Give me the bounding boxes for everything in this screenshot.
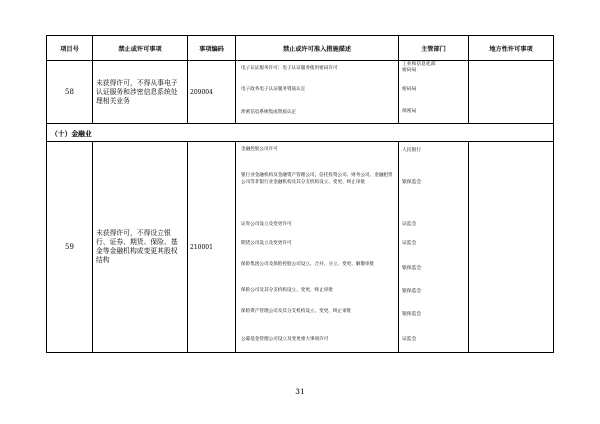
- row-code: 210001: [188, 142, 236, 353]
- row-number: 59: [47, 142, 93, 353]
- measure-text: 保险资产管理公司及其分支机构设立、变更、终止审批: [241, 309, 352, 314]
- table-row: [47, 142, 554, 353]
- header-measures: 禁止或许可准入措施描述: [236, 36, 399, 61]
- measure-text: 公募基金管理公司设立及变更重大事项许可: [241, 337, 329, 342]
- dept-text: 保密局: [402, 109, 417, 114]
- dept-text: 证监会: [402, 337, 417, 342]
- dept-text: 银保监会: [402, 180, 422, 185]
- row-measures: [236, 61, 399, 124]
- row-item: 未获得许可，不得设立银行、证券、期货、保险、基金等金融机构或变更其股权结构: [93, 142, 188, 353]
- dept-text: 证监会: [402, 222, 417, 227]
- header-item: 禁止或许可事项: [93, 36, 188, 61]
- row-measures: [236, 142, 399, 353]
- measure-text: 保险集团公司及保险控股公司设立、合并、分立、变更、解散审批: [241, 262, 375, 267]
- dept-text: 银保监会: [402, 266, 422, 271]
- measure-text: 证券公司设立及变更许可: [241, 222, 292, 227]
- row-number: 58: [47, 61, 93, 124]
- measure-text: 期货公司设立及变更许可: [241, 241, 292, 246]
- row-local: [469, 61, 554, 124]
- header-item-number: 项目号: [47, 36, 93, 61]
- measure-text: 电子政务电子认证服务资质认定: [241, 87, 306, 92]
- page-number: 31: [295, 387, 305, 396]
- header-department: 主管部门: [399, 36, 469, 61]
- row-code: 209004: [188, 61, 236, 124]
- section-heading: （十）金融业: [47, 124, 554, 142]
- negative-list-table: [46, 35, 554, 353]
- measure-text: 银行业金融机构及金融资产管理公司、信托投资公司、财务公司、金融租赁公司等非银行业金融机构及其分支机构设立、变更、终止审批: [241, 173, 393, 185]
- measure-text: 涉密信息系统集成资质认定: [241, 110, 297, 115]
- measure-text: 电子认证服务许可；电子认证服务使用密码许可: [241, 66, 338, 71]
- dept-text: 银保监会: [402, 289, 422, 294]
- row-local: [469, 142, 554, 353]
- row-item: 未获得许可，不得从事电子认证服务和涉密信息系统处理相关业务: [93, 61, 188, 124]
- header-row: [47, 36, 554, 61]
- dept-text: 人民银行: [402, 148, 422, 153]
- dept-text: 银保监会: [402, 312, 422, 317]
- measure-text: 金融控股公司许可: [241, 147, 278, 152]
- table-row: [47, 61, 554, 124]
- section-row: [47, 124, 554, 142]
- dept-text: 工业和信息化部 密码局: [402, 62, 436, 74]
- row-departments: [399, 142, 469, 353]
- dept-text: 证监会: [402, 241, 417, 246]
- row-departments: [399, 61, 469, 124]
- dept-text: 密码局: [402, 87, 417, 92]
- header-local: 地方性许可事项: [469, 36, 554, 61]
- measure-text: 保险公司及其分支机构设立、变更、终止审批: [241, 288, 333, 293]
- header-code: 事项编码: [188, 36, 236, 61]
